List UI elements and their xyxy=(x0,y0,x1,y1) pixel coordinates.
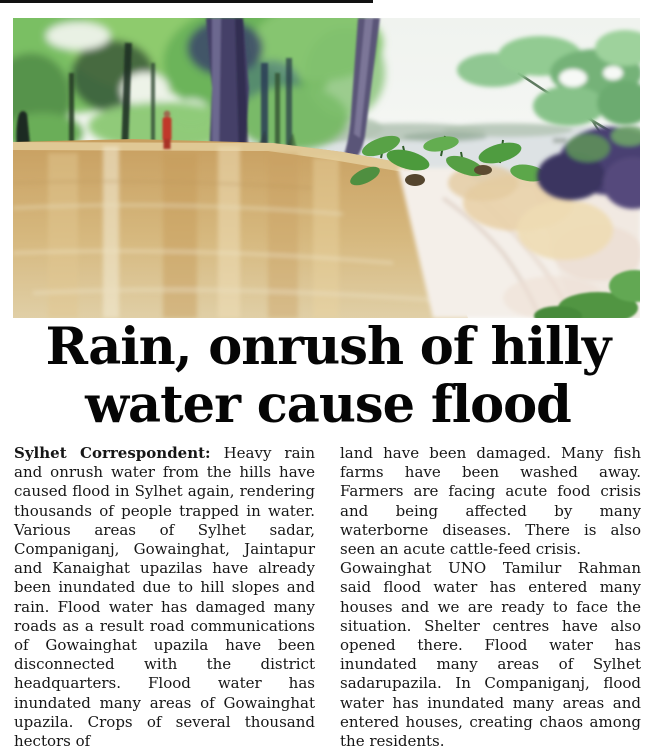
headline xyxy=(0,318,656,434)
lead-paragraph xyxy=(14,444,315,751)
byline: Sylhet Correspondent: xyxy=(14,444,211,462)
article-column-left xyxy=(14,444,315,751)
article-photo xyxy=(13,18,640,318)
headline-line1: Rain, onrush of hilly xyxy=(45,317,611,377)
article-body xyxy=(14,444,641,751)
masthead-rule xyxy=(0,0,373,3)
headline-line2: water cause flood xyxy=(85,375,571,435)
flood-photo-illustration xyxy=(13,18,640,318)
paragraph-continuation: land have been damaged. Many fish farms have been washed away. Farmers are facing acute food crisis and being affected by many waterborne diseases. There is also seen an acute cattle-feed crisis. xyxy=(340,444,641,559)
paragraph-quote: Gowainghat UNO Tamilur Rahman said flood water has entered many houses and we are ready to face the situation. Shelter centres have also opened there. Flood water has inundated many areas of Sylhet sadarupazila. In Companiganj, flood water has inundated many areas and entered houses, creating chaos among the residents. xyxy=(340,559,641,751)
lead-paragraph-text: Heavy rain and onrush water from the hills have caused flood in Sylhet again, rendering thousands of people trapped in water. Various areas of Sylhet sadar, Companiganj, Gowainghat, Jaintapur and Kanaighat upazilas have already been inundated due to hill slopes and rain. Flood water has damaged many roads as a result road communications of Gowainghat upazila have been disconnected with the district headquarters. Flood water has inundated many areas of Gowainghat upazila. Crops of several thousand hectors of xyxy=(14,444,315,751)
article-column-right xyxy=(340,444,641,751)
